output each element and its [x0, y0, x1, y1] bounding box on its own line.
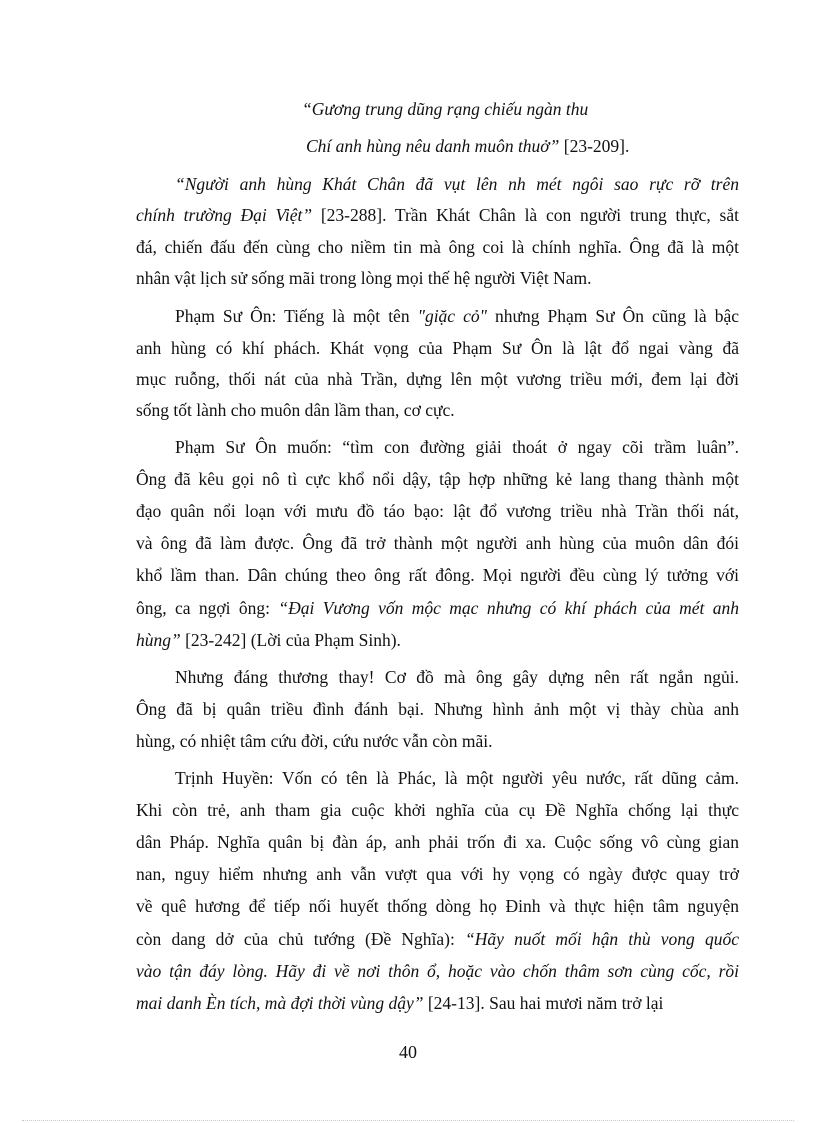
- paragraph-1-line-1: “Người anh hùng Khát Chân đã vụt lên nh mét ngôi sao rực rỡ trên: [175, 174, 739, 194]
- paragraph-5-line-8: mai danh Èn tích, mà đợi thời vùng dậy” [24-13]. Sau hai mươi năm trở lại: [136, 993, 664, 1013]
- paragraph-4-line-1: Nhưng đáng thương thay! Cơ đồ mà ông gây dựng nên rất ngắn ngủi.: [175, 667, 739, 687]
- paragraph-3-line-3: đạo quân nổi loạn với mưu đồ táo bạo: lật đổ vương triều nhà Trần thối nát,: [136, 501, 739, 521]
- page-bottom-divider: [22, 1120, 794, 1121]
- paragraph-5-line-6: còn dang dở của chủ tướng (Đề Nghĩa): “Hãy nuốt mối hận thù vong quốc: [136, 929, 739, 949]
- paragraph-1-line-2: chính trường Đại Việt” [23-288]. Trần Khát Chân là con người trung thực, sắt: [136, 205, 739, 225]
- paragraph-3-line-5: khổ lầm than. Dân chúng theo ông rất đông. Mọi người đều cùng lý tưởng với: [136, 565, 739, 585]
- page-number: 40: [399, 1042, 417, 1062]
- paragraph-2-line-3: mục ruỗng, thối nát của nhà Trần, dựng lên một vương triều mới, đem lại đời: [136, 369, 739, 389]
- paragraph-5-line-3: dân Pháp. Nghĩa quân bị đàn áp, anh phải trốn đi xa. Cuộc sống vô cùng gian: [136, 832, 739, 852]
- paragraph-4-line-3: hùng, có nhiệt tâm cứu đời, cứu nước vẫn còn mãi.: [136, 731, 493, 751]
- paragraph-3-line-1: Phạm Sư Ôn muốn: “tìm con đường giải thoát ở ngay cõi trầm luân”.: [175, 437, 739, 457]
- poem-line-2: Chí anh hùng nêu danh muôn thuở” [23-209].: [306, 136, 630, 156]
- paragraph-2-line-4: sống tốt lành cho muôn dân lầm than, cơ cực.: [136, 400, 455, 420]
- paragraph-5-line-1: Trịnh Huyền: Vốn có tên là Phác, là một người yêu nước, rất dũng cảm.: [175, 768, 739, 788]
- paragraph-4-line-2: Ông đã bị quân triều đình đánh bại. Nhưng hình ảnh một vị thày chùa anh: [136, 699, 739, 719]
- paragraph-5-line-7: vào tận đáy lòng. Hãy đi về nơi thôn ổ, hoặc vào chốn thâm sơn cùng cốc, rồi: [136, 961, 739, 981]
- paragraph-3-line-4: và ông đã làm được. Ông đã trở thành một người anh hùng của muôn dân đói: [136, 533, 739, 553]
- paragraph-5-line-5: về quê hương để tiếp nối huyết thống dòng họ Đinh và thực hiện tâm nguyện: [136, 896, 739, 916]
- paragraph-5-line-4: nan, nguy hiểm nhưng anh vẫn vượt qua với hy vọng có ngày được quay trở: [136, 864, 739, 884]
- paragraph-3-line-7: hùng” [23-242] (Lời của Phạm Sinh).: [136, 630, 401, 650]
- paragraph-1-line-3: đá, chiến đấu đến cùng cho niềm tin mà ông coi là chính nghĩa. Ông đã là một: [136, 237, 739, 257]
- poem-line-1: “Gương trung dũng rạng chiếu ngàn thu: [302, 99, 589, 119]
- paragraph-2-line-1: Phạm Sư Ôn: Tiếng là một tên "giặc cỏ" nhưng Phạm Sư Ôn cũng là bậc: [175, 306, 739, 326]
- paragraph-5-line-2: Khi còn trẻ, anh tham gia cuộc khởi nghĩa của cụ Đề Nghĩa chống lại thực: [136, 800, 739, 820]
- paragraph-3-line-2: Ông đã kêu gọi nô tì cực khổ nổi dậy, tập hợp những kẻ lang thang thành một: [136, 469, 739, 489]
- paragraph-3-line-6: ông, ca ngợi ông: “Đại Vương vốn mộc mạc nhưng có khí phách của mét anh: [136, 598, 739, 618]
- paragraph-1-line-4: nhân vật lịch sử sống mãi trong lòng mọi thế hệ người Việt Nam.: [136, 268, 592, 288]
- paragraph-2-line-2: anh hùng có khí phách. Khát vọng của Phạm Sư Ôn là lật đổ ngai vàng đã: [136, 338, 739, 358]
